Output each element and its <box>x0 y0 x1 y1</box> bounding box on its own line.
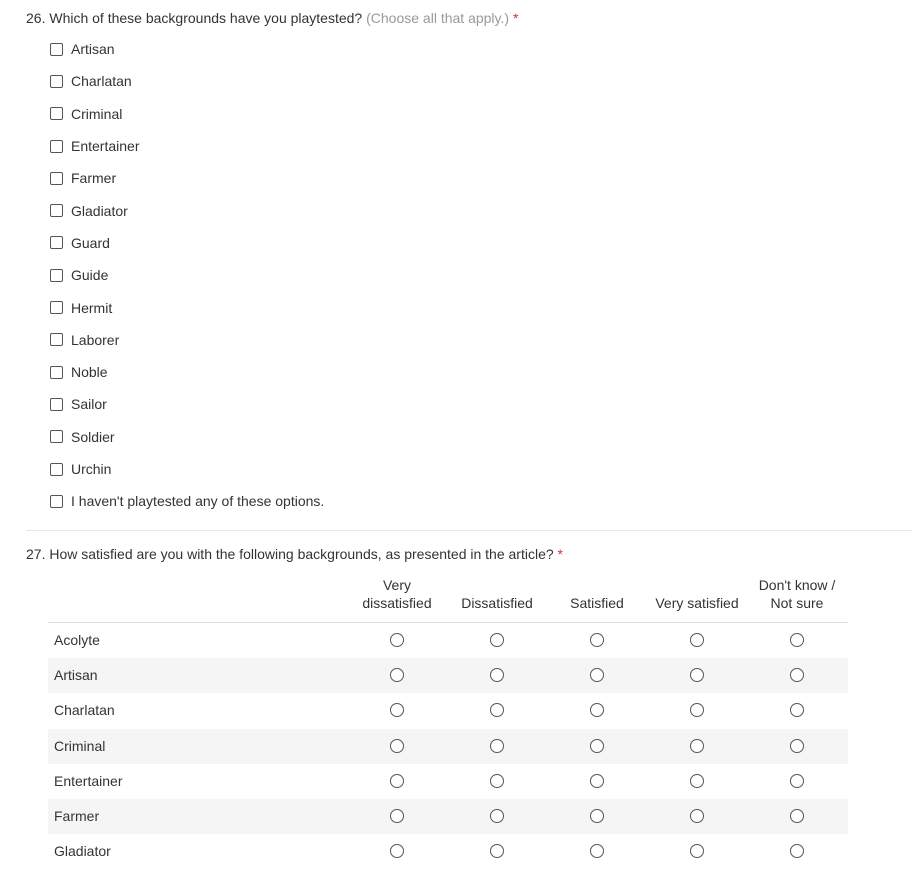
checkbox-label[interactable]: Criminal <box>71 105 123 122</box>
checkbox-label[interactable]: I haven't playtested any of these options. <box>71 493 325 510</box>
radio-button[interactable] <box>790 774 804 788</box>
checkbox-option[interactable] <box>50 130 324 162</box>
checkbox[interactable] <box>50 430 63 443</box>
matrix-row <box>48 693 848 728</box>
radio-button[interactable] <box>690 844 704 858</box>
column-header-line: Satisfied <box>570 595 624 611</box>
checkbox[interactable] <box>50 333 63 346</box>
checkbox[interactable] <box>50 107 63 120</box>
checkbox-label[interactable]: Farmer <box>71 170 117 187</box>
radio-button[interactable] <box>690 739 704 753</box>
checkbox-label[interactable]: Noble <box>71 364 108 381</box>
matrix-column-header <box>547 594 647 612</box>
checkbox[interactable] <box>50 269 63 282</box>
radio-button[interactable] <box>690 633 704 647</box>
checkbox[interactable] <box>50 140 63 153</box>
radio-button[interactable] <box>690 668 704 682</box>
checkbox-option[interactable] <box>50 388 324 420</box>
radio-button[interactable] <box>590 774 604 788</box>
matrix-column-header <box>447 594 547 612</box>
checkbox[interactable] <box>50 366 63 379</box>
checkbox[interactable] <box>50 398 63 411</box>
checkbox-option[interactable] <box>50 33 324 65</box>
column-header-line: Don't know / <box>758 577 836 593</box>
required-marker: * <box>557 546 563 562</box>
checkbox-option[interactable] <box>50 162 324 194</box>
radio-button[interactable] <box>390 844 404 858</box>
matrix-row-label: Artisan <box>54 667 98 684</box>
radio-button[interactable] <box>790 739 804 753</box>
checkbox-option[interactable] <box>50 421 324 453</box>
matrix-column-header <box>747 576 847 612</box>
radio-button[interactable] <box>390 668 404 682</box>
checkbox[interactable] <box>50 204 63 217</box>
radio-button[interactable] <box>490 809 504 823</box>
column-header-line: dissatisfied <box>362 595 432 611</box>
matrix-column-header <box>347 576 447 612</box>
question-number: 27. <box>26 546 46 562</box>
checkbox-option[interactable] <box>50 453 324 485</box>
matrix-row-label: Entertainer <box>54 772 123 789</box>
checkbox-label[interactable]: Guide <box>71 267 109 284</box>
question-divider <box>26 530 912 531</box>
radio-button[interactable] <box>590 633 604 647</box>
column-header-line: Not sure <box>770 595 824 611</box>
radio-button[interactable] <box>490 633 504 647</box>
radio-button[interactable] <box>790 703 804 717</box>
matrix-row <box>48 658 848 693</box>
checkbox-option[interactable] <box>50 65 324 97</box>
column-header-line: Very satisfied <box>655 595 739 611</box>
checkbox-option[interactable] <box>50 259 324 291</box>
matrix-row-label: Criminal <box>54 737 106 754</box>
matrix-row <box>48 729 848 764</box>
checkbox[interactable] <box>50 172 63 185</box>
radio-button[interactable] <box>490 844 504 858</box>
checkbox[interactable] <box>50 495 63 508</box>
radio-button[interactable] <box>390 739 404 753</box>
checkbox-label[interactable]: Guard <box>71 234 110 251</box>
radio-button[interactable] <box>790 633 804 647</box>
matrix-row <box>48 764 848 799</box>
question-text: How satisfied are you with the following backgrounds, as presented in the article? <box>49 546 554 562</box>
question-27-title <box>26 546 563 562</box>
radio-button[interactable] <box>590 703 604 717</box>
checkbox-label[interactable]: Gladiator <box>71 202 128 219</box>
checkbox[interactable] <box>50 43 63 56</box>
matrix-row-label: Acolyte <box>54 632 100 648</box>
matrix-row-label: Gladiator <box>54 843 111 860</box>
checkbox-label[interactable]: Charlatan <box>71 73 132 90</box>
matrix-body <box>48 623 848 869</box>
checkbox-option[interactable] <box>50 324 324 356</box>
matrix-row <box>48 623 848 658</box>
checkbox-label[interactable]: Sailor <box>71 396 107 413</box>
matrix-row <box>48 834 848 869</box>
radio-button[interactable] <box>490 739 504 753</box>
radio-button[interactable] <box>390 774 404 788</box>
checkbox-label[interactable]: Laborer <box>71 331 120 348</box>
matrix-column-header <box>647 594 747 612</box>
radio-button[interactable] <box>690 703 704 717</box>
checkbox-label[interactable]: Soldier <box>71 428 115 445</box>
required-marker: * <box>512 10 519 26</box>
radio-button[interactable] <box>490 668 504 682</box>
radio-button[interactable] <box>790 809 804 823</box>
checkbox-option[interactable] <box>50 485 324 517</box>
checkbox-label[interactable]: Hermit <box>71 299 113 316</box>
matrix-row <box>48 799 848 834</box>
radio-button[interactable] <box>390 703 404 717</box>
checkbox-label[interactable]: Artisan <box>71 41 115 58</box>
checkbox-label[interactable]: Urchin <box>71 461 112 477</box>
radio-button[interactable] <box>590 739 604 753</box>
checkbox[interactable] <box>50 301 63 314</box>
radio-button[interactable] <box>790 668 804 682</box>
question-number: 26. <box>26 10 46 26</box>
radio-button[interactable] <box>690 809 704 823</box>
checkbox-label[interactable]: Entertainer <box>71 138 140 155</box>
radio-button[interactable] <box>390 809 404 823</box>
radio-button[interactable] <box>590 668 604 682</box>
radio-button[interactable] <box>490 703 504 717</box>
question-text: Which of these backgrounds have you playtested? <box>49 10 363 26</box>
matrix-row-label: Farmer <box>54 807 100 824</box>
column-header-line: Very <box>382 577 411 593</box>
checkbox-option[interactable] <box>50 356 324 388</box>
matrix-row-label: Charlatan <box>54 702 115 719</box>
radio-button[interactable] <box>590 844 604 858</box>
checkbox-option[interactable] <box>50 291 324 323</box>
checkbox-option[interactable] <box>50 194 324 226</box>
checkbox[interactable] <box>50 75 63 88</box>
radio-button[interactable] <box>790 844 804 858</box>
question-hint: (Choose all that apply.) <box>366 10 510 26</box>
satisfaction-matrix <box>48 575 848 869</box>
radio-button[interactable] <box>490 774 504 788</box>
question-26-title <box>26 10 518 26</box>
checkbox-option[interactable] <box>50 227 324 259</box>
checkbox[interactable] <box>50 236 63 249</box>
matrix-header <box>48 575 848 623</box>
radio-button[interactable] <box>390 633 404 647</box>
checkbox-option[interactable] <box>50 98 324 130</box>
radio-button[interactable] <box>690 774 704 788</box>
checkbox-options-list <box>50 33 324 517</box>
radio-button[interactable] <box>590 809 604 823</box>
column-header-line: Dissatisfied <box>461 595 533 611</box>
checkbox[interactable] <box>50 463 63 476</box>
